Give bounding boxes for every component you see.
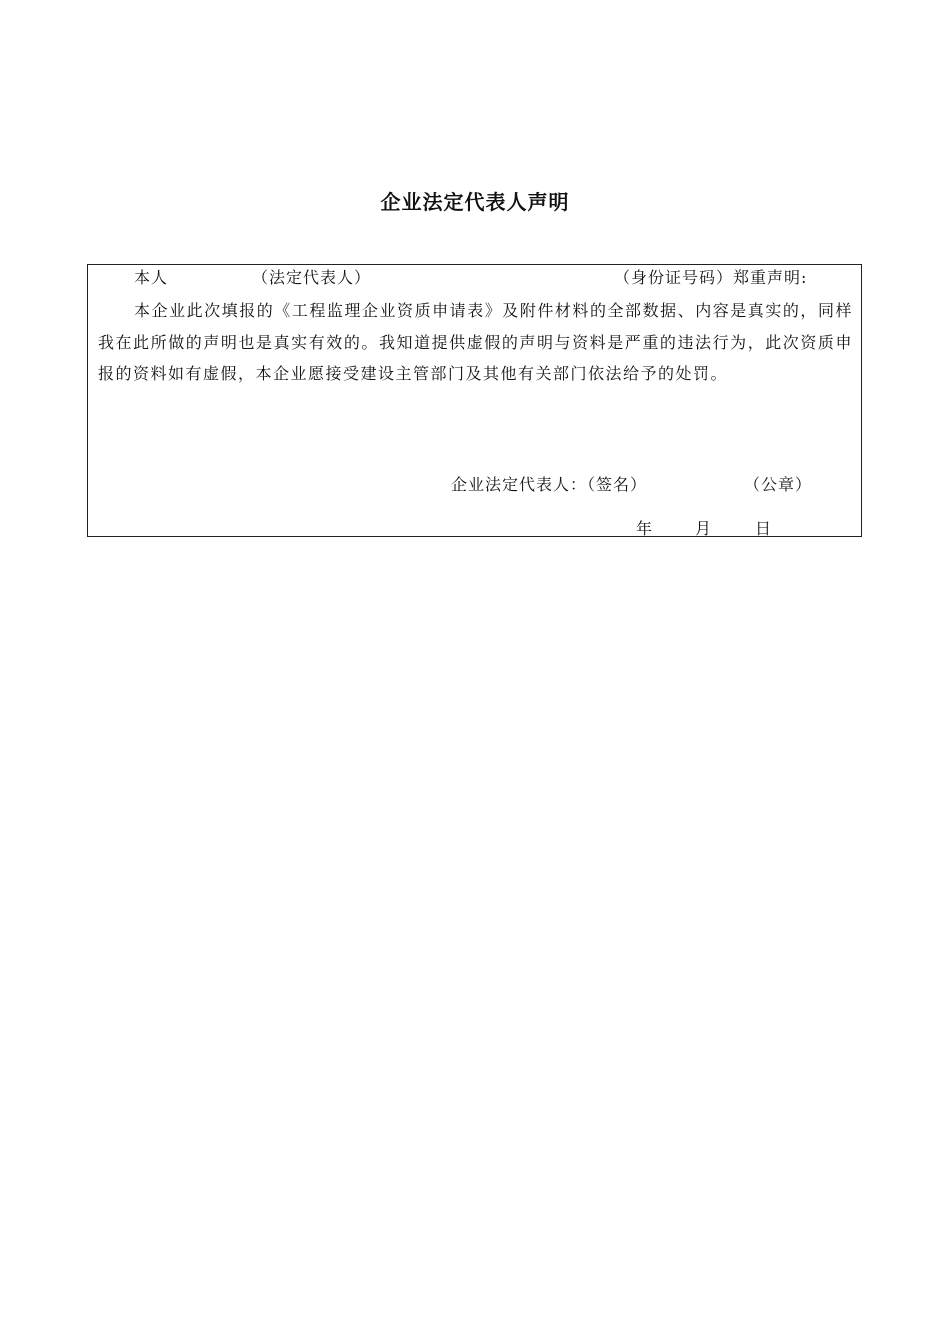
signature-label: 企业法定代表人：（签名） bbox=[451, 475, 648, 494]
seal-label: （公章） bbox=[744, 475, 813, 494]
id-number-label: （身份证号码）郑重声明: bbox=[614, 268, 808, 287]
statement-body: 本企业此次填报的《工程监理企业资质申请表》及附件材料的全部数据、内容是真实的，同样我在此所做的声明也是真实有效的。我知道提供虚假的声明与资料是严重的违法行为，此次资质申报的资料如有虚假，本企业愿接受建设主管部门及其他有关部门依法给予的处罚。 bbox=[98, 301, 853, 383]
legal-representative-label: （法定代表人） bbox=[252, 268, 372, 287]
statement-prefix: 本人 bbox=[134, 268, 169, 287]
date-day: 日 bbox=[755, 519, 773, 538]
date-year: 年 bbox=[636, 519, 654, 538]
date-month: 月 bbox=[695, 519, 713, 538]
statement-box bbox=[87, 264, 862, 537]
document-title: 企业法定代表人声明 bbox=[380, 190, 570, 214]
